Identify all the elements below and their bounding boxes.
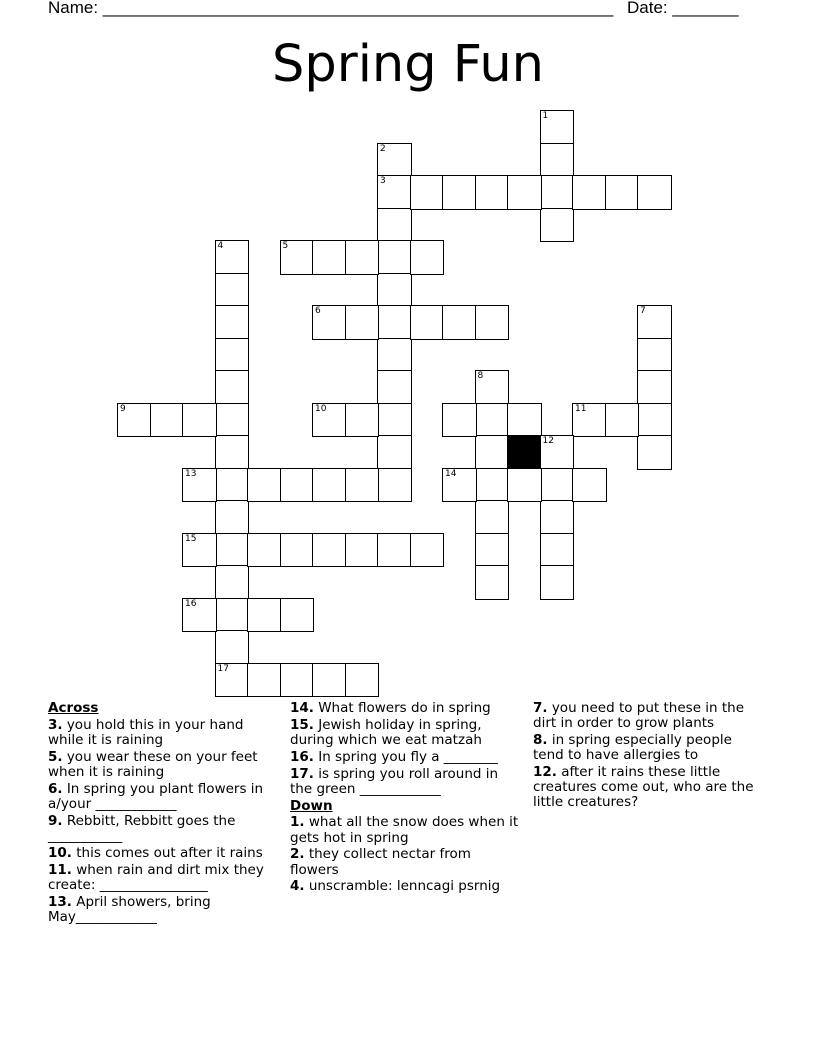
grid-cell[interactable] bbox=[637, 403, 672, 438]
page-title: Spring Fun bbox=[272, 35, 544, 94]
grid-cell[interactable] bbox=[377, 468, 412, 503]
clue-number: 9 bbox=[120, 403, 126, 414]
grid-cell[interactable] bbox=[215, 565, 250, 600]
clue-item bbox=[48, 895, 280, 925]
clue-item-number: 13. bbox=[48, 893, 72, 910]
clue-item bbox=[290, 815, 522, 845]
grid-cell[interactable] bbox=[345, 240, 380, 275]
grid-cell[interactable] bbox=[182, 598, 217, 633]
grid-cell[interactable] bbox=[475, 403, 510, 438]
grid-cell[interactable] bbox=[540, 565, 575, 600]
grid-cell[interactable] bbox=[540, 110, 575, 145]
grid-cell[interactable] bbox=[312, 533, 347, 568]
grid-cell[interactable] bbox=[215, 630, 250, 665]
grid-cell[interactable] bbox=[345, 533, 380, 568]
grid-cell[interactable] bbox=[410, 175, 445, 210]
clue-number: 1 bbox=[542, 111, 549, 121]
clue-section-heading: Down bbox=[290, 797, 333, 814]
clue-item-text: What flowers do in spring bbox=[313, 700, 491, 716]
clue-item-number: 2. bbox=[290, 846, 305, 863]
clue-item bbox=[533, 701, 761, 731]
grid-cell[interactable] bbox=[377, 370, 412, 405]
grid-cell[interactable] bbox=[215, 468, 250, 503]
clue-item bbox=[533, 765, 761, 811]
grid-cell[interactable] bbox=[540, 143, 575, 178]
grid-cell[interactable] bbox=[442, 403, 477, 438]
grid-cell[interactable] bbox=[637, 305, 672, 340]
grid-cell[interactable] bbox=[377, 175, 412, 210]
grid-cell[interactable] bbox=[345, 305, 380, 340]
clue-item-number: 10. bbox=[48, 844, 72, 861]
clues-column-1 bbox=[48, 701, 280, 927]
grid-cell[interactable] bbox=[637, 435, 672, 470]
grid-cell[interactable] bbox=[540, 533, 575, 568]
grid-cell[interactable] bbox=[442, 468, 477, 503]
grid-cell-black bbox=[507, 435, 542, 470]
grid-cell[interactable] bbox=[475, 305, 510, 340]
grid-cell[interactable] bbox=[475, 370, 510, 405]
grid-cell[interactable] bbox=[442, 305, 477, 340]
grid-cell[interactable] bbox=[377, 273, 412, 308]
clue-item-number: 12. bbox=[533, 764, 557, 780]
clue-item-text: you hold this in your hand while it is raining bbox=[48, 716, 244, 748]
grid-cell[interactable] bbox=[215, 533, 250, 568]
grid-cell[interactable] bbox=[572, 175, 607, 210]
grid-cell[interactable] bbox=[280, 240, 315, 275]
clue-item-number: 6. bbox=[48, 780, 63, 797]
grid-cell[interactable] bbox=[572, 468, 607, 503]
grid-cell[interactable] bbox=[377, 240, 412, 275]
grid-cell[interactable] bbox=[280, 468, 315, 503]
grid-cell[interactable] bbox=[312, 305, 347, 340]
grid-cell[interactable] bbox=[182, 468, 217, 503]
grid-cell[interactable] bbox=[215, 338, 250, 373]
grid-cell[interactable] bbox=[215, 598, 250, 633]
clue-item-number: 16. bbox=[290, 748, 314, 765]
grid-cell[interactable] bbox=[182, 533, 217, 568]
grid-cell[interactable] bbox=[215, 273, 250, 308]
clue-number: 8 bbox=[477, 371, 484, 381]
clue-item-number: 17. bbox=[290, 765, 314, 782]
grid-cell[interactable] bbox=[637, 175, 672, 210]
clue-number: 10 bbox=[315, 403, 327, 414]
clue-item bbox=[290, 750, 522, 765]
grid-cell[interactable] bbox=[345, 468, 380, 503]
grid-cell[interactable] bbox=[247, 663, 282, 698]
grid-cell[interactable] bbox=[572, 403, 607, 438]
clue-number: 14 bbox=[445, 468, 457, 479]
clue-number: 6 bbox=[315, 306, 321, 316]
clue-item-number: 7. bbox=[533, 700, 548, 716]
grid-cell[interactable] bbox=[442, 175, 477, 210]
clue-item bbox=[48, 750, 280, 780]
clue-item bbox=[48, 814, 280, 844]
clue-number: 16 bbox=[185, 598, 197, 609]
grid-cell[interactable] bbox=[410, 240, 445, 275]
clue-item-text: Rebbitt, Rebbitt goes the ___________ bbox=[48, 812, 236, 844]
date-line[interactable]: Date: _______ bbox=[627, 0, 739, 17]
clue-item-number: 5. bbox=[48, 748, 63, 765]
grid-cell[interactable] bbox=[637, 370, 672, 405]
grid-cell[interactable] bbox=[637, 338, 672, 373]
clue-item-number: 15. bbox=[290, 716, 314, 733]
clue-item-text: this comes out after it rains bbox=[71, 844, 263, 861]
grid-cell[interactable] bbox=[540, 468, 575, 503]
clue-item-number: 9. bbox=[48, 812, 63, 829]
clue-number: 3 bbox=[380, 176, 386, 186]
grid-cell[interactable] bbox=[410, 305, 445, 340]
grid-cell[interactable] bbox=[215, 500, 250, 535]
grid-cell[interactable] bbox=[377, 435, 412, 470]
grid-cell[interactable] bbox=[247, 533, 282, 568]
grid-cell[interactable] bbox=[215, 403, 250, 438]
grid-cell[interactable] bbox=[540, 435, 575, 470]
clue-item-text: in spring especially people tend to have allergies to bbox=[533, 732, 732, 764]
grid-cell[interactable] bbox=[215, 370, 250, 405]
clue-item bbox=[290, 879, 522, 894]
grid-cell[interactable] bbox=[410, 533, 445, 568]
clue-item bbox=[48, 782, 280, 812]
grid-cell[interactable] bbox=[215, 305, 250, 340]
grid-cell[interactable] bbox=[475, 468, 510, 503]
grid-cell[interactable] bbox=[475, 533, 510, 568]
clue-item-text: what all the snow does when it gets hot in spring bbox=[290, 814, 519, 846]
grid-cell[interactable] bbox=[540, 500, 575, 535]
clue-item-number: 3. bbox=[48, 716, 63, 733]
grid-cell[interactable] bbox=[540, 175, 575, 210]
clue-item-number: 14. bbox=[290, 700, 314, 716]
clue-item-text: you wear these on your feet when it is raining bbox=[48, 748, 258, 780]
clue-item-number: 8. bbox=[533, 732, 548, 748]
grid-cell[interactable] bbox=[117, 403, 152, 438]
name-line[interactable]: Name: ______________________________________________________ bbox=[48, 0, 614, 17]
clue-item bbox=[290, 718, 522, 748]
clue-item-text: you need to put these in the dirt in order to grow plants bbox=[533, 700, 745, 732]
grid-cell[interactable] bbox=[150, 403, 185, 438]
grid-cell[interactable] bbox=[312, 468, 347, 503]
grid-cell[interactable] bbox=[507, 468, 542, 503]
clue-number: 5 bbox=[282, 241, 289, 251]
grid-cell[interactable] bbox=[215, 663, 250, 698]
grid-cell[interactable] bbox=[377, 208, 412, 243]
grid-cell[interactable] bbox=[312, 663, 347, 698]
clue-item bbox=[48, 863, 280, 893]
grid-cell[interactable] bbox=[345, 403, 380, 438]
clue-number: 13 bbox=[185, 468, 197, 479]
grid-cell[interactable] bbox=[507, 175, 542, 210]
clue-item bbox=[48, 846, 280, 861]
clue-number: 11 bbox=[575, 403, 587, 414]
clue-number: 12 bbox=[542, 436, 554, 446]
clue-item bbox=[290, 767, 522, 797]
clue-number: 17 bbox=[217, 663, 229, 674]
grid-cell[interactable] bbox=[215, 435, 250, 470]
clue-item-text: April showers, bring May____________ bbox=[48, 893, 211, 925]
clue-item-text: Jewish holiday in spring, during which we eat matzah bbox=[290, 716, 482, 748]
grid-cell[interactable] bbox=[605, 175, 640, 210]
clue-item-number: 11. bbox=[48, 861, 72, 878]
clue-number: 7 bbox=[640, 306, 646, 316]
grid-cell[interactable] bbox=[377, 305, 412, 340]
grid-cell[interactable] bbox=[507, 403, 542, 438]
grid-cell[interactable] bbox=[605, 403, 640, 438]
grid-cell[interactable] bbox=[475, 175, 510, 210]
clues-column-3 bbox=[533, 701, 761, 812]
grid-cell[interactable] bbox=[345, 663, 380, 698]
clue-item-text: when rain and dirt mix they create: ________________ bbox=[48, 861, 264, 893]
grid-cell[interactable] bbox=[247, 598, 282, 633]
grid-cell[interactable] bbox=[475, 435, 510, 470]
clue-item-text: In spring you fly a ________ bbox=[313, 748, 498, 765]
clue-item-text: after it rains these little creatures come out, who are the little creatures? bbox=[533, 764, 754, 811]
grid-cell[interactable] bbox=[312, 403, 347, 438]
clue-number: 4 bbox=[217, 241, 224, 251]
clue-item bbox=[48, 718, 280, 748]
grid-cell[interactable] bbox=[312, 240, 347, 275]
grid-cell[interactable] bbox=[475, 565, 510, 600]
grid-cell[interactable] bbox=[475, 500, 510, 535]
clue-item-number: 1. bbox=[290, 814, 305, 831]
clue-number: 15 bbox=[185, 533, 197, 544]
grid-cell[interactable] bbox=[377, 338, 412, 373]
clue-item bbox=[533, 733, 761, 763]
grid-cell[interactable] bbox=[377, 533, 412, 568]
clues-column-2 bbox=[290, 701, 522, 896]
clue-item-text: they collect nectar from flowers bbox=[290, 846, 471, 878]
grid-cell[interactable] bbox=[280, 663, 315, 698]
clue-item bbox=[290, 847, 522, 877]
clue-number: 2 bbox=[380, 143, 386, 154]
grid-cell[interactable] bbox=[540, 208, 575, 243]
grid-cell[interactable] bbox=[280, 533, 315, 568]
clue-item-text: is spring you roll around in the green ____________ bbox=[290, 765, 499, 797]
grid-cell[interactable] bbox=[377, 143, 412, 178]
grid-cell[interactable] bbox=[280, 598, 315, 633]
grid-cell[interactable] bbox=[247, 468, 282, 503]
clue-section-heading: Across bbox=[48, 700, 99, 716]
grid-cell[interactable] bbox=[377, 403, 412, 438]
grid-cell[interactable] bbox=[182, 403, 217, 438]
clue-item-number: 4. bbox=[290, 878, 305, 895]
clue-item-text: In spring you plant flowers in a/your ____________ bbox=[48, 780, 264, 812]
clue-item-text: unscramble: lenncagi psrnig bbox=[304, 878, 501, 895]
clue-item bbox=[290, 701, 522, 716]
grid-cell[interactable] bbox=[215, 240, 250, 275]
